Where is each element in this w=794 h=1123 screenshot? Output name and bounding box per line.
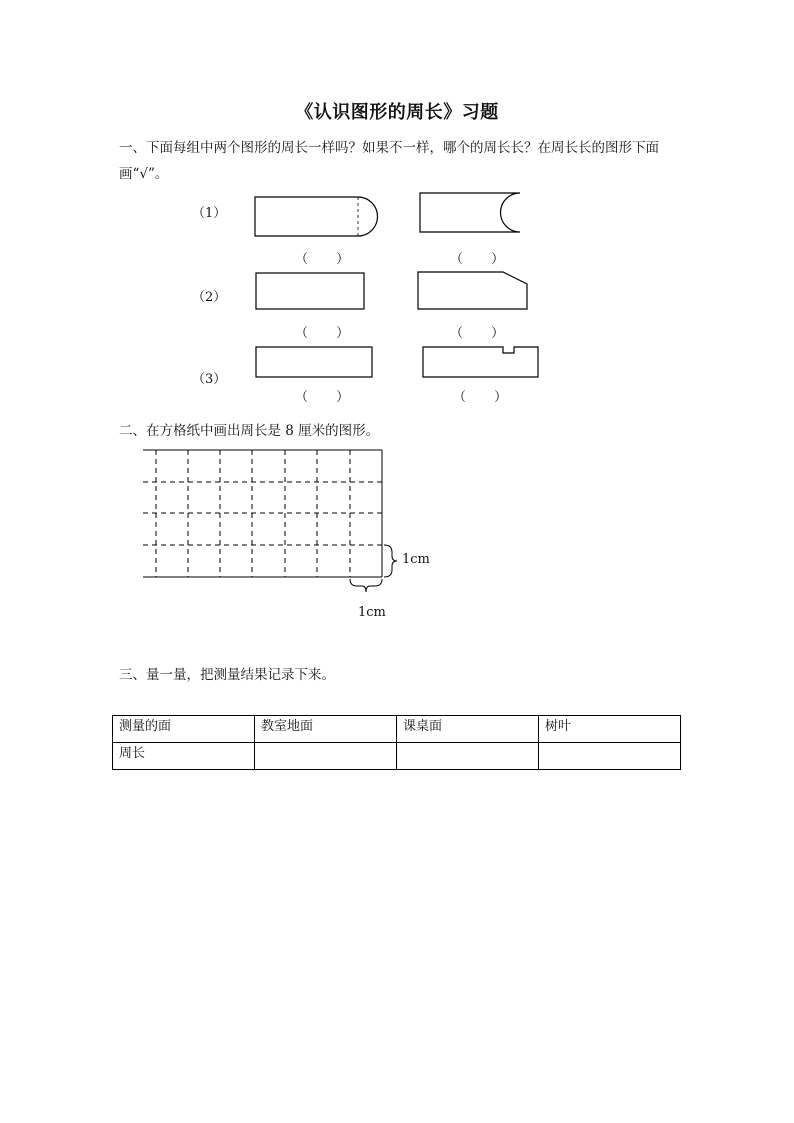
question-2-text: 二、在方格纸中画出周长是 8 厘米的图形。 — [119, 423, 380, 439]
page-title: 《认识图形的周长》习题 — [295, 102, 499, 123]
vertical-brace — [384, 545, 397, 577]
measurement-table — [112, 715, 681, 770]
group-2-label: （2） — [192, 290, 227, 305]
table-header-cell: 树叶 — [539, 716, 681, 743]
table-header-cell: 教室地面 — [255, 716, 397, 743]
answer-cell-leaf[interactable] — [539, 743, 681, 770]
unit-label-vertical: 1cm — [402, 552, 430, 567]
horizontal-brace — [350, 579, 382, 592]
table-row-label: 周长 — [113, 743, 255, 770]
table-header-cell: 测量的面 — [113, 716, 255, 743]
group-1-label: （1） — [192, 206, 227, 221]
answer-1-left[interactable]: （ ） — [295, 252, 362, 267]
unit-label-horizontal: 1cm — [358, 605, 386, 620]
answer-2-right[interactable]: （ ） — [450, 326, 517, 341]
group-3-label: （3） — [192, 372, 227, 387]
table-header-row — [113, 716, 681, 743]
question-3-text: 三、量一量，把测量结果记录下来。 — [119, 667, 335, 683]
answer-cell-desk-top[interactable] — [397, 743, 539, 770]
answer-3-left[interactable]: （ ） — [295, 390, 362, 405]
answer-2-left[interactable]: （ ） — [295, 326, 362, 341]
answer-1-right[interactable]: （ ） — [450, 252, 517, 267]
answer-cell-classroom-floor[interactable] — [255, 743, 397, 770]
table-row — [113, 743, 681, 770]
answer-3-right[interactable]: （ ） — [453, 390, 520, 405]
table-header-cell: 课桌面 — [397, 716, 539, 743]
question-1-text: 一、下面每组中两个图形的周长一样吗？如果不一样，哪个的周长长？在周长长的图形下面画“√”。 — [119, 140, 659, 182]
